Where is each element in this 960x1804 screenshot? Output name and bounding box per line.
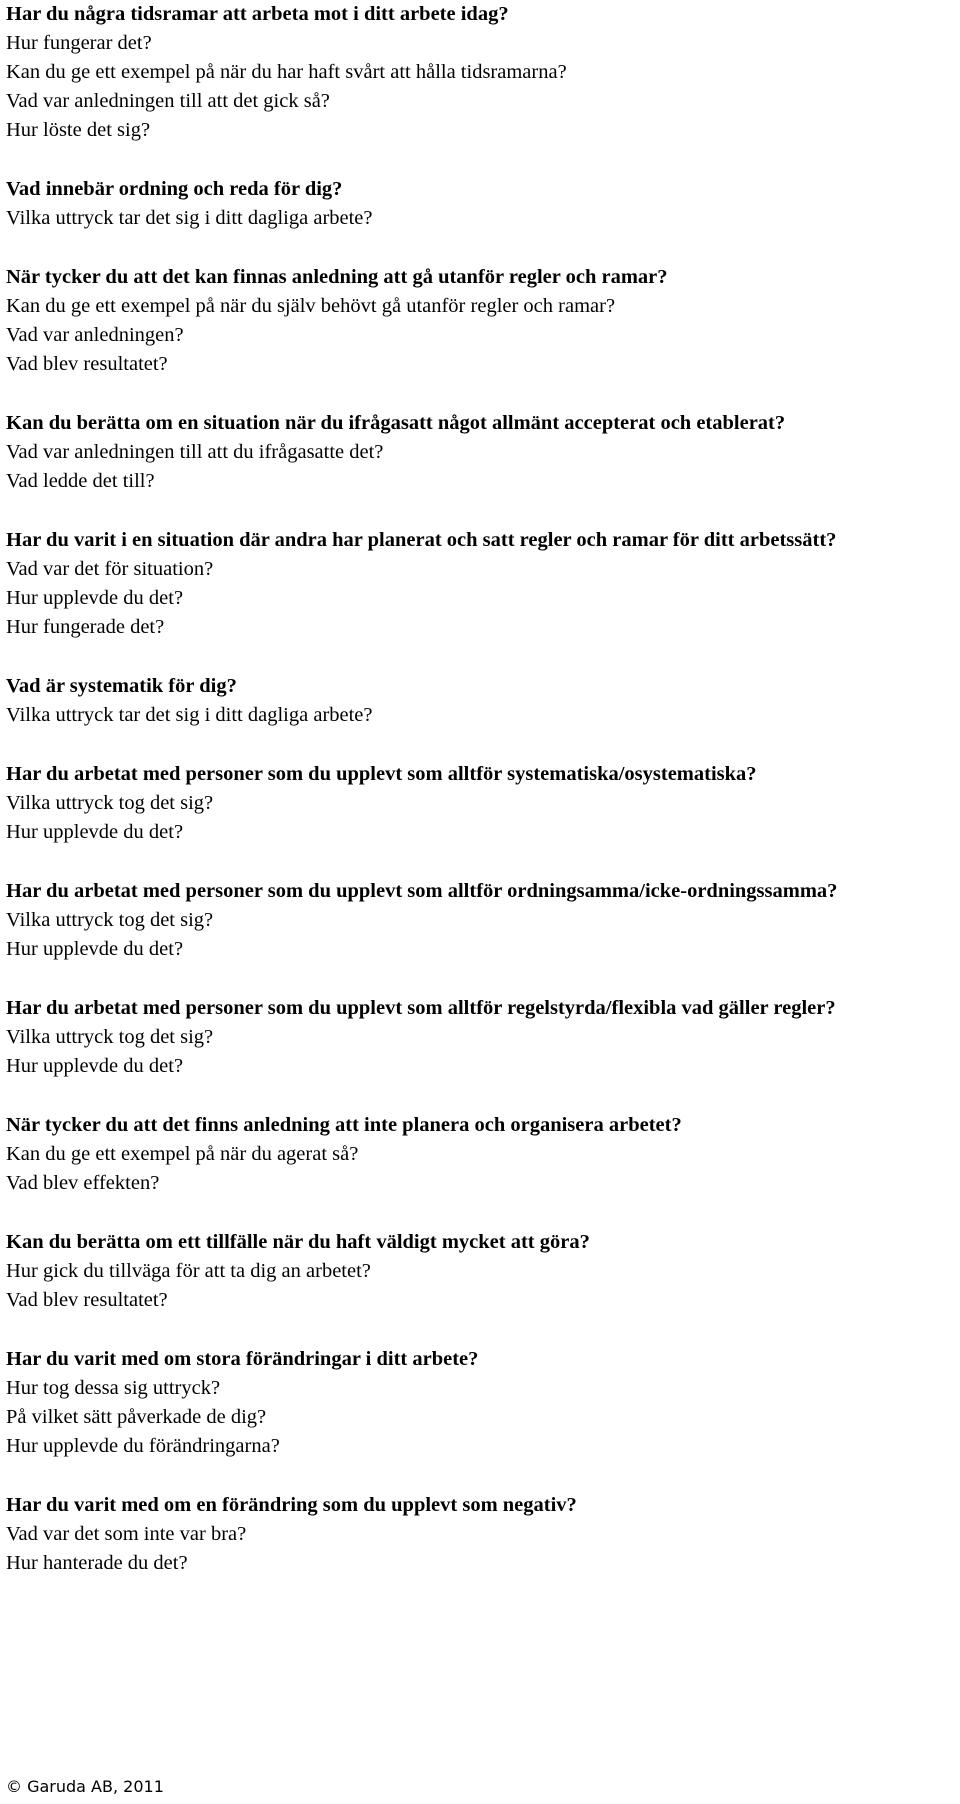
main-question: Har du varit med om stora förändringar i ditt arbete? (6, 1348, 479, 1370)
follow-up-question: Vad blev resultatet? (6, 1289, 168, 1311)
question-section (6, 760, 954, 847)
question-section (6, 877, 954, 964)
follow-up-question: Vad blev effekten? (6, 1172, 160, 1194)
follow-up-question: Vad var anledningen? (6, 324, 184, 346)
follow-up-question: Vilka uttryck tog det sig? (6, 1026, 214, 1048)
follow-up-question: Vilka uttryck tar det sig i ditt dagliga arbete? (6, 207, 373, 229)
copyright-footer: © Garuda AB, 2011 (6, 1777, 164, 1796)
follow-up-question: Vad var anledningen till att det gick så? (6, 90, 330, 112)
question-section (6, 409, 954, 496)
question-section (6, 0, 954, 145)
question-section (6, 1491, 954, 1578)
follow-up-question: Hur upplevde du det? (6, 938, 184, 960)
follow-up-question: Vad blev resultatet? (6, 353, 168, 375)
main-question: Vad är systematik för dig? (6, 675, 237, 697)
question-section (6, 526, 954, 642)
follow-up-question: Hur fungerade det? (6, 616, 165, 638)
follow-up-question: Vilka uttryck tar det sig i ditt dagliga arbete? (6, 704, 373, 726)
follow-up-question: Hur upplevde du det? (6, 821, 184, 843)
follow-up-question: Vad var anledningen till att du ifrågasatte det? (6, 441, 384, 463)
document-page (6, 0, 954, 1608)
main-question: När tycker du att det kan finnas anledning att gå utanför regler och ramar? (6, 266, 668, 288)
main-question: Vad innebär ordning och reda för dig? (6, 178, 343, 200)
follow-up-question: På vilket sätt påverkade de dig? (6, 1406, 267, 1428)
question-section (6, 175, 954, 233)
follow-up-question: Vad var det som inte var bra? (6, 1523, 247, 1545)
follow-up-question: Hur löste det sig? (6, 119, 151, 141)
follow-up-question: Vilka uttryck tog det sig? (6, 909, 214, 931)
follow-up-question: Hur fungerar det? (6, 32, 152, 54)
follow-up-question: Hur hanterade du det? (6, 1552, 188, 1574)
question-section (6, 263, 954, 379)
question-section (6, 1345, 954, 1461)
main-question: Har du varit med om en förändring som du upplevt som negativ? (6, 1494, 577, 1516)
main-question: Har du arbetat med personer som du upplevt som alltför regelstyrda/flexibla vad gäller regler? (6, 997, 836, 1019)
follow-up-question: Vilka uttryck tog det sig? (6, 792, 214, 814)
follow-up-question: Hur upplevde du det? (6, 1055, 184, 1077)
question-section (6, 994, 954, 1081)
main-question: Kan du berätta om ett tillfälle när du haft väldigt mycket att göra? (6, 1231, 590, 1253)
follow-up-question: Hur tog dessa sig uttryck? (6, 1377, 221, 1399)
main-question: Har du arbetat med personer som du upplevt som alltför systematiska/osystematiska? (6, 763, 757, 785)
question-section (6, 1228, 954, 1315)
follow-up-question: Hur upplevde du det? (6, 587, 184, 609)
main-question: Har du arbetat med personer som du upplevt som alltför ordningsamma/icke-ordningssamma? (6, 880, 838, 902)
main-question: Har du varit i en situation där andra har planerat och satt regler och ramar för ditt arbetssätt? (6, 529, 837, 551)
question-section (6, 672, 954, 730)
main-question: När tycker du att det finns anledning att inte planera och organisera arbetet? (6, 1114, 682, 1136)
follow-up-question: Kan du ge ett exempel på när du har haft svårt att hålla tidsramarna? (6, 61, 567, 83)
follow-up-question: Vad var det för situation? (6, 558, 214, 580)
question-section (6, 1111, 954, 1198)
follow-up-question: Hur gick du tillväga för att ta dig an arbetet? (6, 1260, 371, 1282)
follow-up-question: Kan du ge ett exempel på när du agerat så? (6, 1143, 359, 1165)
follow-up-question: Hur upplevde du förändringarna? (6, 1435, 280, 1457)
main-question: Kan du berätta om en situation när du ifrågasatt något allmänt accepterat och etablerat? (6, 412, 786, 434)
follow-up-question: Vad ledde det till? (6, 470, 155, 492)
main-question: Har du några tidsramar att arbeta mot i ditt arbete idag? (6, 3, 509, 25)
follow-up-question: Kan du ge ett exempel på när du själv behövt gå utanför regler och ramar? (6, 295, 616, 317)
